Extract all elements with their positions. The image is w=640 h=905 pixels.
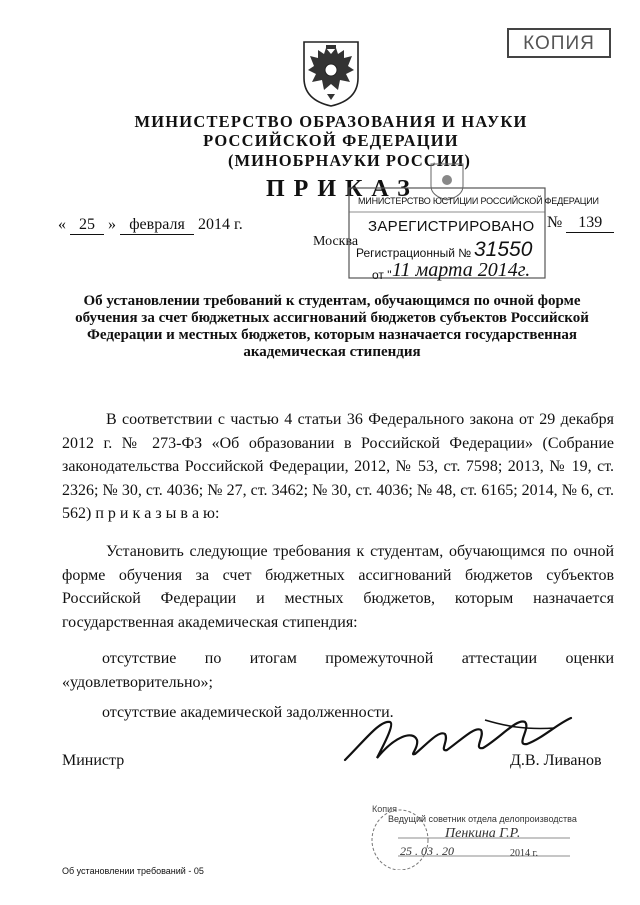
ministry-line-1: МИНИСТЕРСТВО ОБРАЗОВАНИЯ И НАУКИ	[134, 112, 528, 131]
close-quote: »	[108, 216, 116, 233]
coat-of-arms-emblem	[300, 40, 362, 108]
copy-stamp: КОПИЯ	[507, 28, 611, 58]
order-number	[547, 214, 614, 233]
order-month: февраля	[120, 216, 194, 235]
registration-date-value: 11 марта 2014г.	[392, 259, 531, 281]
order-day: 25	[70, 216, 104, 235]
order-number-value: 139	[566, 214, 614, 233]
body-paragraph-2: Установить следующие требования к студентам, обучающимся по очной форме обучения за счет бюджетных ассигнований бюджетов субъектов Российской Федерации и местных бюджетов, которым назначается государственная академическая стипендия:	[62, 543, 614, 631]
certification-date: 25 . 03 . 20	[400, 844, 454, 858]
certification-role: Ведущий советник отдела делопроизводства	[388, 814, 577, 824]
body-paragraph-4: отсутствие академической задолженности.	[102, 704, 394, 721]
order-city: Москва	[313, 234, 359, 249]
certification-copy-label: Копия	[372, 804, 398, 814]
order-date	[58, 216, 243, 235]
registration-number-value: 31550	[474, 238, 533, 261]
ministry-line-2: РОССИЙСКОЙ ФЕДЕРАЦИИ	[203, 131, 459, 150]
ministry-short-name: (МИНОБРНАУКИ РОССИИ)	[228, 151, 471, 170]
small-emblem-icon	[431, 164, 463, 200]
certification-year: 2014 г.	[510, 848, 538, 859]
registration-date-label: от "	[372, 268, 392, 282]
minister-title: Министр	[62, 752, 125, 769]
registration-status: ЗАРЕГИСТРИРОВАНО	[368, 218, 535, 235]
ministry-header	[100, 112, 562, 150]
order-subject: Об установлении требований к студентам, обучающимся по очной форме обучения за счет бюджетных ассигнований бюджетов субъектов Российской Федерации и местных бюджетов, которым назначается государственная академическая стипендия	[75, 293, 589, 360]
body-paragraph-1: В соответствии с частью 4 статьи 36 Федерального закона от 29 декабря 2012 г. № 273-ФЗ «Об образовании в Российской Федерации» (Собрание законодательства Российской Федерации, 2012, № 53, ст. 7598; 2013, № 19, ст. 2326; № 30, ст. 4036; № 27, ст. 3462; № 30, ст. 4036; № 48, ст. 6165; 2014, № 6, ст. 562) п р и к а з ы в а ю:	[62, 411, 614, 522]
minister-name: Д.В. Ливанов	[510, 752, 602, 769]
document-footer: Об установлении требований - 05	[62, 866, 204, 876]
registration-ministry: МИНИСТЕРСТВО ЮСТИЦИИ РОССИЙСКОЙ ФЕДЕРАЦИИ	[358, 196, 599, 206]
open-quote: «	[58, 216, 66, 233]
order-title: ПРИКАЗ	[266, 176, 419, 202]
certification-name: Пенкина Г.Р.	[445, 826, 521, 841]
registration-number-label: Регистрационный №	[356, 246, 472, 260]
order-year: 2014 г.	[198, 216, 243, 233]
number-sign: №	[547, 214, 563, 231]
body-paragraph-3: отсутствие по итогам промежуточной аттестации оценки «удовлетворительно»;	[62, 650, 614, 691]
